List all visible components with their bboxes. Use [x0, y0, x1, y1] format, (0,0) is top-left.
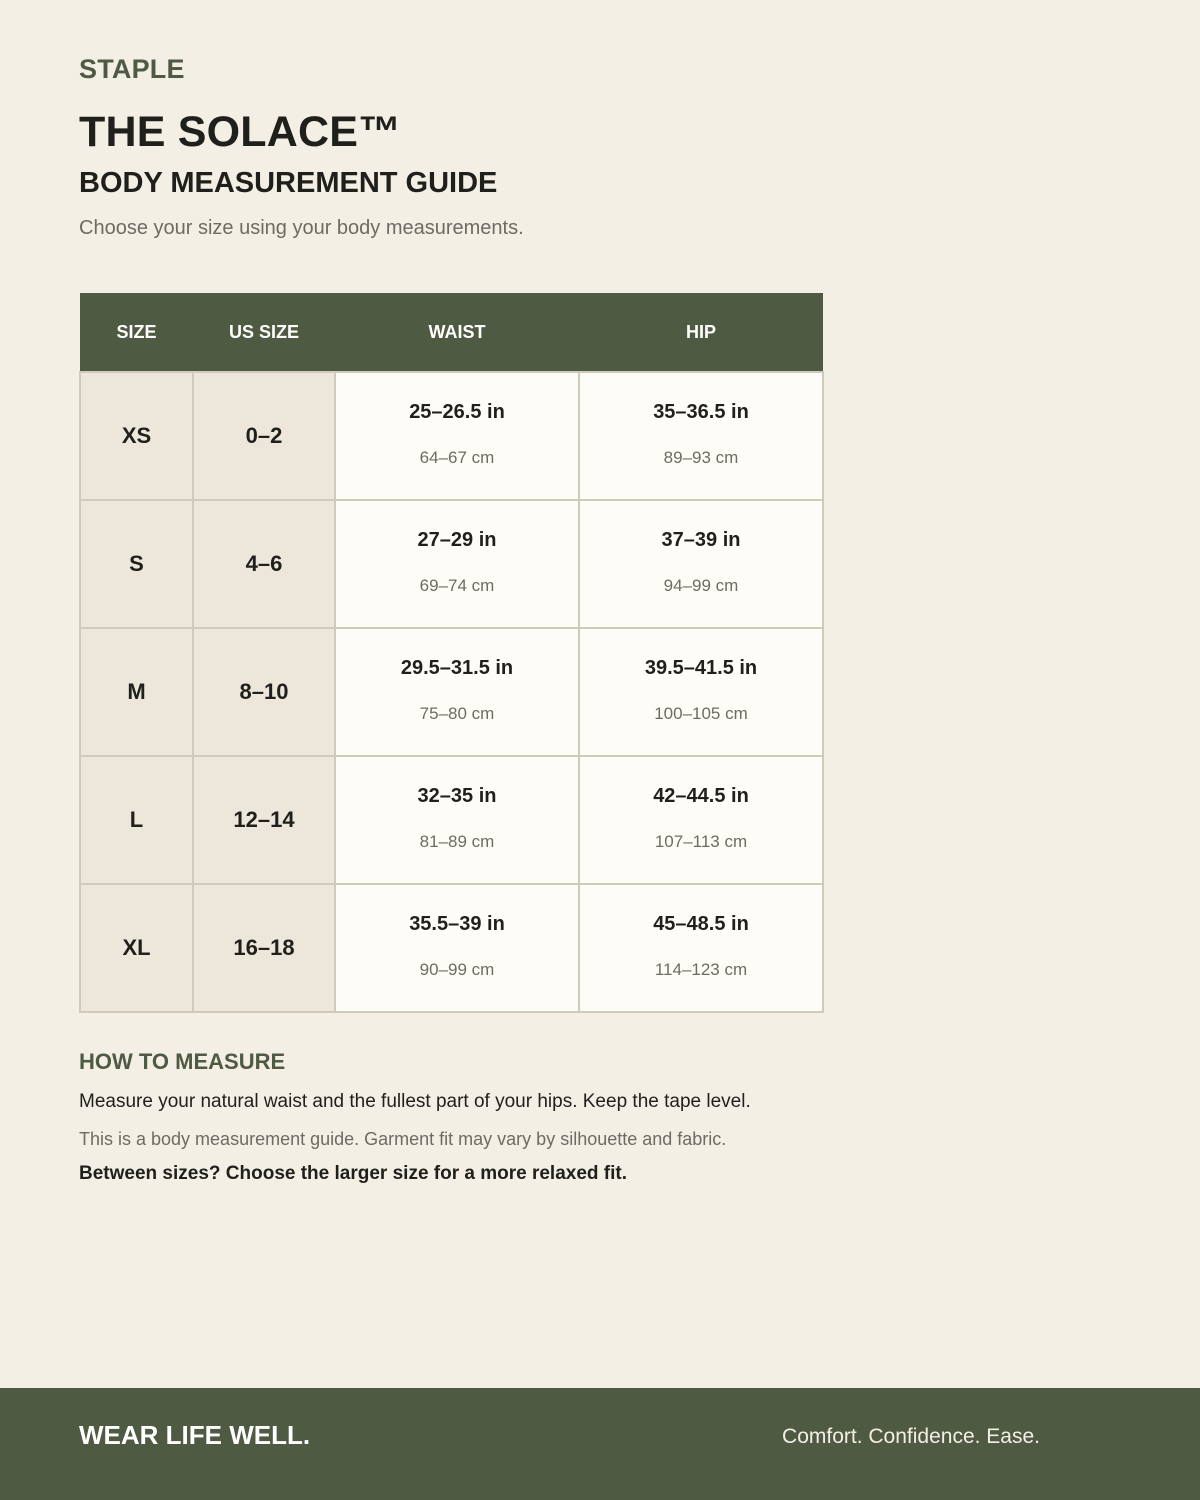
how-to-measure-instructions: Measure your natural waist and the fullest part of your hips. Keep the tape level.: [79, 1091, 751, 1112]
us-size-cell: 8–10: [193, 628, 335, 756]
footer-tagline: Comfort. Confidence. Ease.: [782, 1425, 1040, 1448]
product-title: THE SOLACE™: [79, 108, 402, 156]
waist-cell: [335, 500, 579, 628]
between-sizes-tip: Between sizes? Choose the larger size for a more relaxed fit.: [79, 1163, 628, 1184]
waist-cell: [335, 372, 579, 500]
column-header-waist: WAIST: [335, 293, 579, 372]
size-cell: M: [80, 628, 193, 756]
hip-cell: [579, 500, 823, 628]
column-header-hip: HIP: [579, 293, 823, 372]
hip-inches: 42–44.5 in: [653, 784, 749, 807]
hip-cm: 100–105 cm: [654, 703, 748, 723]
table-header-row: [80, 293, 823, 372]
hip-inches: 35–36.5 in: [653, 400, 749, 423]
size-cell: S: [80, 500, 193, 628]
us-size-cell: 12–14: [193, 756, 335, 884]
waist-cm: 64–67 cm: [419, 447, 495, 467]
hip-cm: 89–93 cm: [663, 447, 739, 467]
waist-inches: 25–26.5 in: [409, 400, 505, 423]
hip-cm: 114–123 cm: [654, 959, 748, 979]
hip-inches: 45–48.5 in: [653, 912, 749, 935]
page-subtitle: BODY MEASUREMENT GUIDE: [79, 167, 498, 199]
waist-cm: 90–99 cm: [419, 959, 495, 979]
how-to-measure-title: HOW TO MEASURE: [79, 1049, 286, 1074]
table-row: [80, 372, 823, 500]
table-row: [80, 628, 823, 756]
waist-cell: [335, 628, 579, 756]
hip-cell: [579, 628, 823, 756]
table-row: [80, 884, 823, 1012]
table-row: [80, 756, 823, 884]
hip-cell: [579, 884, 823, 1012]
column-header-size: SIZE: [80, 293, 193, 372]
waist-cm: 75–80 cm: [419, 703, 495, 723]
waist-inches: 29.5–31.5 in: [400, 656, 514, 679]
footer-bar: [0, 1388, 1200, 1500]
brand-name: STAPLE: [79, 54, 185, 84]
hip-inches: 37–39 in: [661, 528, 741, 551]
table-row: [80, 500, 823, 628]
size-cell: L: [80, 756, 193, 884]
hip-cm: 107–113 cm: [654, 831, 748, 851]
column-header-us-size: US SIZE: [193, 293, 335, 372]
waist-inches: 32–35 in: [417, 784, 497, 807]
us-size-cell: 16–18: [193, 884, 335, 1012]
footer-slogan: WEAR LIFE WELL.: [79, 1420, 311, 1450]
size-chart-table: [79, 293, 824, 1013]
waist-cell: [335, 756, 579, 884]
waist-cm: 81–89 cm: [419, 831, 495, 851]
intro-text: Choose your size using your body measurements.: [79, 217, 524, 239]
size-cell: XS: [80, 372, 193, 500]
waist-cm: 69–74 cm: [419, 575, 495, 595]
size-cell: XL: [80, 884, 193, 1012]
waist-inches: 27–29 in: [417, 528, 497, 551]
us-size-cell: 4–6: [193, 500, 335, 628]
us-size-cell: 0–2: [193, 372, 335, 500]
hip-cell: [579, 756, 823, 884]
hip-inches: 39.5–41.5 in: [644, 656, 758, 679]
waist-inches: 35.5–39 in: [409, 912, 505, 935]
waist-cell: [335, 884, 579, 1012]
hip-cm: 94–99 cm: [663, 575, 739, 595]
hip-cell: [579, 372, 823, 500]
fit-disclaimer: This is a body measurement guide. Garment fit may vary by silhouette and fabric.: [79, 1129, 727, 1149]
